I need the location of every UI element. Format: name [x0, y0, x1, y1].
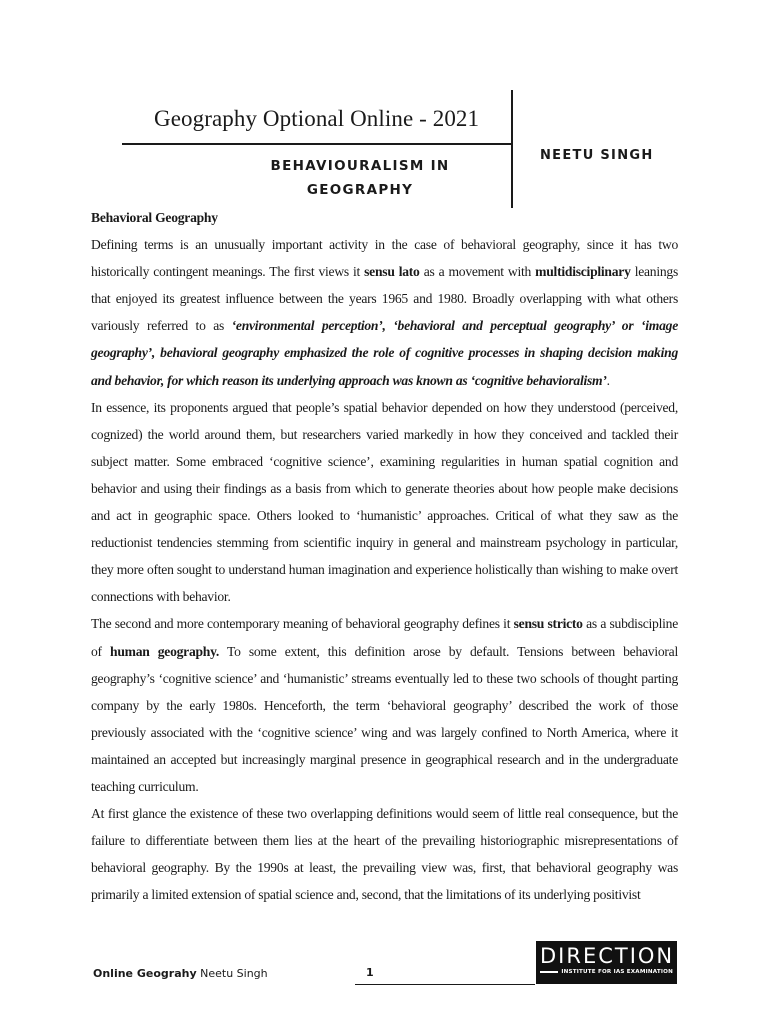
document-title: Geography Optional Online - 2021	[154, 106, 480, 131]
logo-wordmark: DIRECTION	[540, 944, 675, 968]
paragraph-1-text: leanings that enjoyed its greatest influence between the years 1965 and 1980. Broadly overlapping with what others variously referred to as	[91, 264, 679, 334]
paragraph-3-text: as a subdiscipline of	[91, 616, 678, 659]
paragraph-1-text: as a movement with	[419, 264, 536, 280]
paragraph-1	[91, 231, 678, 394]
paragraph-1-text: Defining terms is an unusually important activity in the case of behavioral geography, since it has two historically contingent meanings. The first views it	[91, 237, 678, 280]
emphasized-definition: ‘environmental perception’, ‘behavioral and perceptual geography’ or ‘image geography’, behavioral geography emphasized the role of cognitive processes in shaping decision making and behavior, for which reason its underlying approach was known as ‘cognitive behavioralism’	[91, 318, 678, 388]
logo-dash-icon	[540, 971, 558, 973]
footer-rule	[355, 984, 535, 985]
document-body	[91, 204, 678, 908]
author-name: NEETU SINGH	[540, 148, 654, 163]
header-divider	[511, 90, 513, 208]
footer-course-name: Online Geograhy	[93, 967, 197, 980]
footer-label	[93, 967, 268, 980]
term-multidisciplinary: multidisciplinary	[535, 264, 631, 280]
paragraph-4: At first glance the existence of these two overlapping definitions would seem of little real consequence, but the failure to differentiate between them lies at the heart of the prevailing historiographic misrepresentations of behavioral geography. By the 1990s at least, the prevailing view was, first, that behavioral geography was primarily a limited extension of spatial science and, second, that the limitations of its underlying positivist	[91, 806, 678, 903]
paragraph-3	[91, 610, 678, 800]
direction-logo	[536, 941, 677, 984]
paragraph-2: In essence, its proponents argued that people’s spatial behavior depended on how they understood (perceived, cognized) the world around them, but researchers varied markedly in how they conceived and tackled their subject matter. Some embraced ‘cognitive science’, examining regularities in human spatial cognition and behavior and using their findings as a basis from which to generate theories about how people make decisions and act in geographic space. Others looked to ‘humanistic’ approaches. Critical of what they saw as the reductionist tendencies stemming from scientific inquiry in general and mainstream psychology in particular, they more often sought to understand human imagination and experience holistically than wishing to make overt connections with behavior.	[91, 399, 678, 605]
logo-tagline: INSTITUTE FOR IAS EXAMINATION	[561, 969, 673, 975]
topic-subtitle-line-2: GEOGRAPHY	[306, 182, 414, 198]
term-sensu-stricto: sensu stricto	[513, 616, 583, 632]
topic-subtitle-line-1: BEHAVIOURALISM IN	[270, 158, 450, 174]
paragraph-3-text: To some extent, this definition arose by default. Tensions between behavioral geography’s ‘cognitive science’ and ‘humanistic’ streams eventually led to these two schools of thought parting company by the early 1980s. Henceforth, the term ‘behavioral geography’ described the work of those previously associated with the ‘cognitive science’ wing and was largely confined to North America, where it maintained an accepted but increasingly marginal presence in geographical research and in the undergraduate teaching curriculum.	[91, 643, 678, 794]
paragraph-1-text: .	[606, 372, 610, 388]
term-sensu-lato: sensu lato	[364, 264, 420, 280]
section-heading: Behavioral Geography	[91, 210, 218, 225]
footer-author: Neetu Singh	[196, 967, 268, 980]
title-underline	[122, 143, 511, 145]
page-number: 1	[366, 966, 374, 979]
term-human-geography: human geography.	[110, 643, 220, 659]
topic-subtitle	[240, 154, 480, 202]
logo-tagline-row	[540, 969, 673, 975]
paragraph-3-text: The second and more contemporary meaning of behavioral geography defines it	[91, 616, 514, 632]
